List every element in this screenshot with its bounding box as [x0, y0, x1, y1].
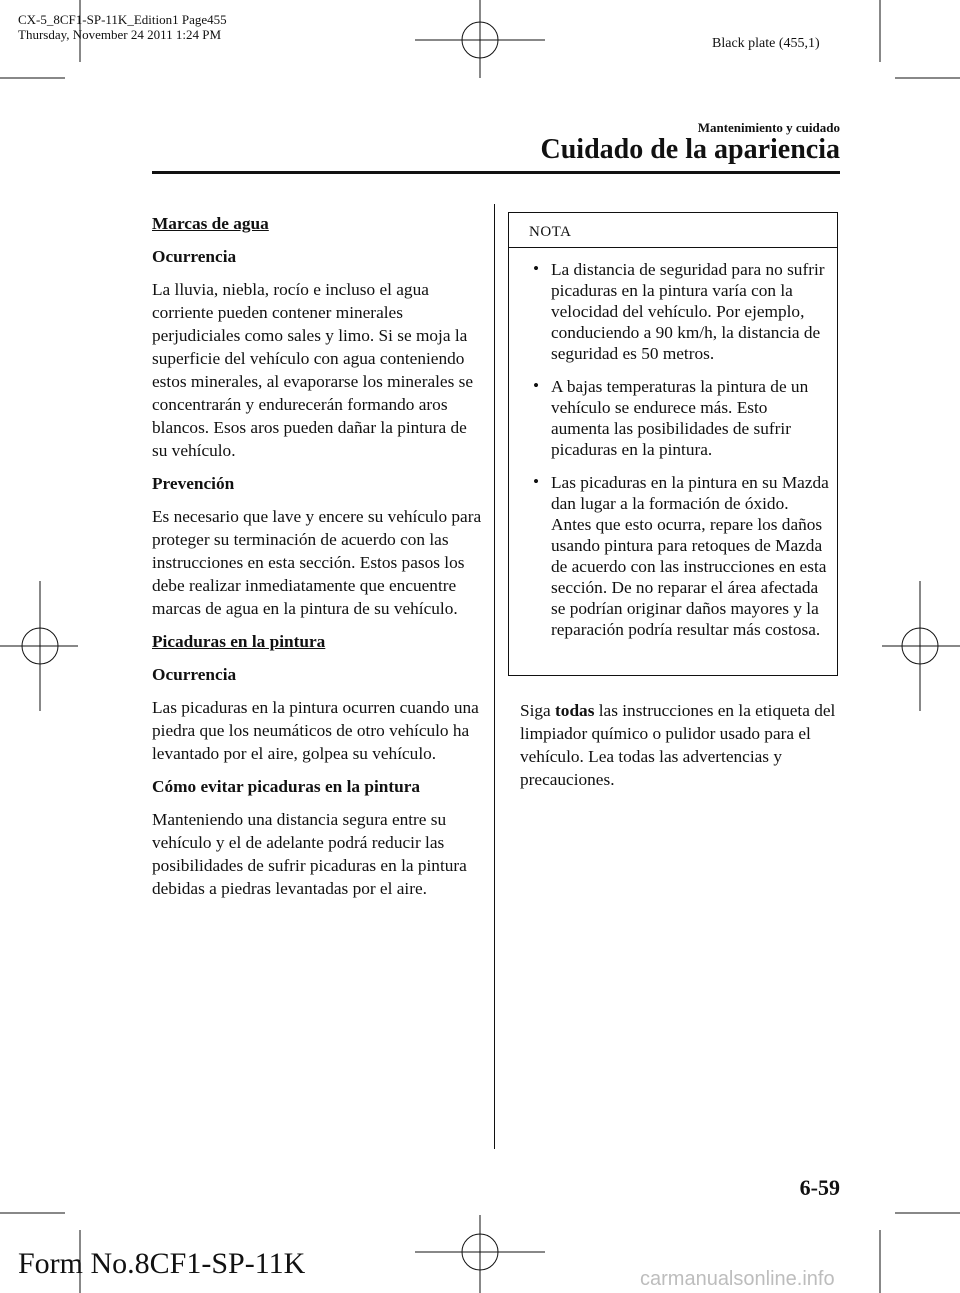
note-box: [508, 212, 838, 676]
heading-water-marks: Marcas de agua: [152, 214, 269, 233]
print-info-date: Thursday, November 24 2011 1:24 PM: [18, 27, 222, 42]
note-list: [509, 248, 837, 640]
registration-mark-bottom: [415, 1215, 545, 1293]
form-number: Form No.8CF1-SP-11K: [18, 1247, 306, 1280]
bullet-icon: •: [533, 376, 540, 395]
label-occurrence-chips: Ocurrencia: [152, 665, 237, 684]
note-item: [509, 376, 829, 460]
page-title: Cuidado de la apariencia: [540, 134, 840, 165]
instructions-paragraph: [520, 699, 840, 791]
registration-mark-left: [0, 581, 78, 711]
label-occurrence: Ocurrencia: [152, 247, 237, 266]
note-item-text: A bajas temperaturas la pintura de un vehículo se endurece más. Esto aumenta las posibilidades de sufrir picaduras en la pintura.: [551, 377, 809, 459]
heading-paint-chips: Picaduras en la pintura: [152, 632, 326, 651]
header-rule: [152, 171, 840, 174]
registration-mark-top: [415, 0, 545, 78]
note-item-text: Las picaduras en la pintura en su Mazda dan lugar a la formación de óxido. Antes que esto ocurra, repare los daños usando pintura para retoques de Mazda de acuerdo con las instrucciones en esta sección. De no reparar el área afectada se podrían originar daños mayores y la reparación podría resultar más costosa.: [551, 473, 829, 639]
text-occurrence-chips: Las picaduras en la pintura ocurren cuando una piedra que los neumáticos de otro vehículo ha levantado por el aire, golpea su vehículo.: [152, 698, 479, 763]
text-avoid-chips: Manteniendo una distancia segura entre su vehículo y el de adelante podrá reducir las posibilidades de sufrir picaduras en la pintura debidas a piedras levantadas por el aire.: [152, 810, 467, 898]
watermark: carmanualsonline.info: [640, 1268, 835, 1290]
plate-label: Black plate (455,1): [712, 36, 820, 51]
section-name: Mantenimiento y cuidado: [697, 120, 840, 135]
bullet-icon: •: [533, 472, 540, 491]
instructions-bold: todas: [555, 701, 595, 720]
left-column: [152, 212, 482, 910]
label-prevention: Prevención: [152, 474, 235, 493]
page-number: 6-59: [799, 1175, 840, 1200]
text-prevention: Es necesario que lave y encere su vehículo para proteger su terminación de acuerdo con las instrucciones en esta sección. Estos pasos los debe realizar inmediatamente que encuentre marcas de agua en la pintura de su vehículo.: [152, 507, 482, 618]
label-avoid-chips: Cómo evitar picaduras en la pintura: [152, 777, 421, 796]
text-occurrence: La lluvia, niebla, rocío e incluso el agua corriente pueden contener minerales perjudiciales como sales y limo. Si se moja la superficie del vehículo con agua conteniendo estos minerales, al evaporarse los minerales se concentrarán y endurecerán formando aros blancos. Esos aros pueden dañar la pintura de su vehículo.: [152, 280, 474, 460]
print-info: [18, 12, 227, 42]
bullet-icon: •: [533, 259, 540, 278]
note-heading: NOTA: [509, 213, 837, 248]
right-body-text: [520, 699, 840, 791]
note-item: [509, 472, 829, 640]
note-item: [509, 259, 829, 364]
column-divider: [494, 204, 495, 1149]
print-info-file: CX-5_8CF1-SP-11K_Edition1 Page455: [18, 12, 227, 27]
instructions-post: las instrucciones en la etiqueta del limpiador químico o pulidor usado para el vehículo. Lea todas las advertencias y precauciones.: [520, 701, 836, 789]
registration-mark-right: [882, 581, 960, 711]
instructions-pre: Siga: [520, 701, 556, 720]
note-item-text: La distancia de seguridad para no sufrir picaduras en la pintura varía con la velocidad del vehículo. Por ejemplo, conduciendo a 90 km/h, la distancia de seguridad es 50 metros.: [551, 260, 825, 363]
